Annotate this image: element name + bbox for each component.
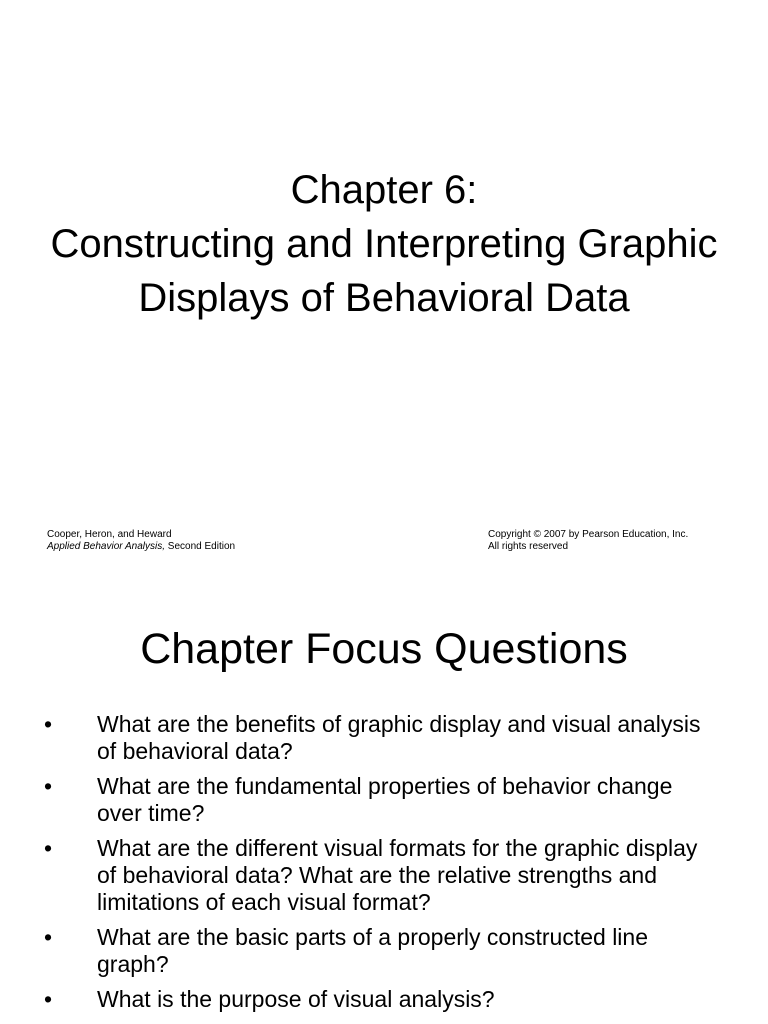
bullet-icon: •: [44, 711, 53, 737]
chapter-title-line: Displays of Behavioral Data: [138, 276, 630, 320]
chapter-title-line: Constructing and Interpreting Graphic: [50, 222, 718, 266]
question-text: What are the fundamental properties of behavior change over time?: [97, 773, 673, 826]
question-text: What is the purpose of visual analysis?: [97, 986, 495, 1012]
focus-questions-slide: [0, 576, 768, 1024]
footer-authors: Cooper, Heron, and Heward: [47, 529, 172, 540]
footer-copyright: [488, 529, 688, 553]
copyright-text: Copyright © 2007 by Pearson Education, Inc.: [488, 529, 689, 540]
chapter-title: [0, 163, 768, 325]
footer-credits: [47, 529, 235, 553]
question-list: [0, 711, 717, 1021]
list-item: [0, 986, 717, 1013]
rights-text: All rights reserved: [488, 541, 569, 552]
list-item: [0, 835, 717, 916]
list-item: [0, 711, 717, 765]
bullet-icon: •: [44, 835, 53, 861]
bullet-icon: •: [44, 773, 53, 799]
slide-title: Chapter Focus Questions: [140, 625, 628, 673]
question-text: What are the different visual formats for the graphic display of behavioral data? What are the relative strengths and limitations of each visual format?: [97, 835, 698, 915]
bullet-icon: •: [44, 924, 53, 950]
chapter-title-line: Chapter 6:: [290, 168, 478, 212]
question-text: What are the basic parts of a properly constructed line graph?: [97, 924, 649, 977]
list-item: [0, 773, 717, 827]
footer-book: [47, 541, 235, 553]
question-text: What are the benefits of graphic display and visual analysis of behavioral data?: [97, 711, 701, 764]
footer-book-title: Applied Behavior Analysis,: [47, 541, 166, 552]
list-item: [0, 924, 717, 978]
bullet-icon: •: [44, 986, 53, 1012]
footer-edition: Second Edition: [165, 541, 236, 552]
